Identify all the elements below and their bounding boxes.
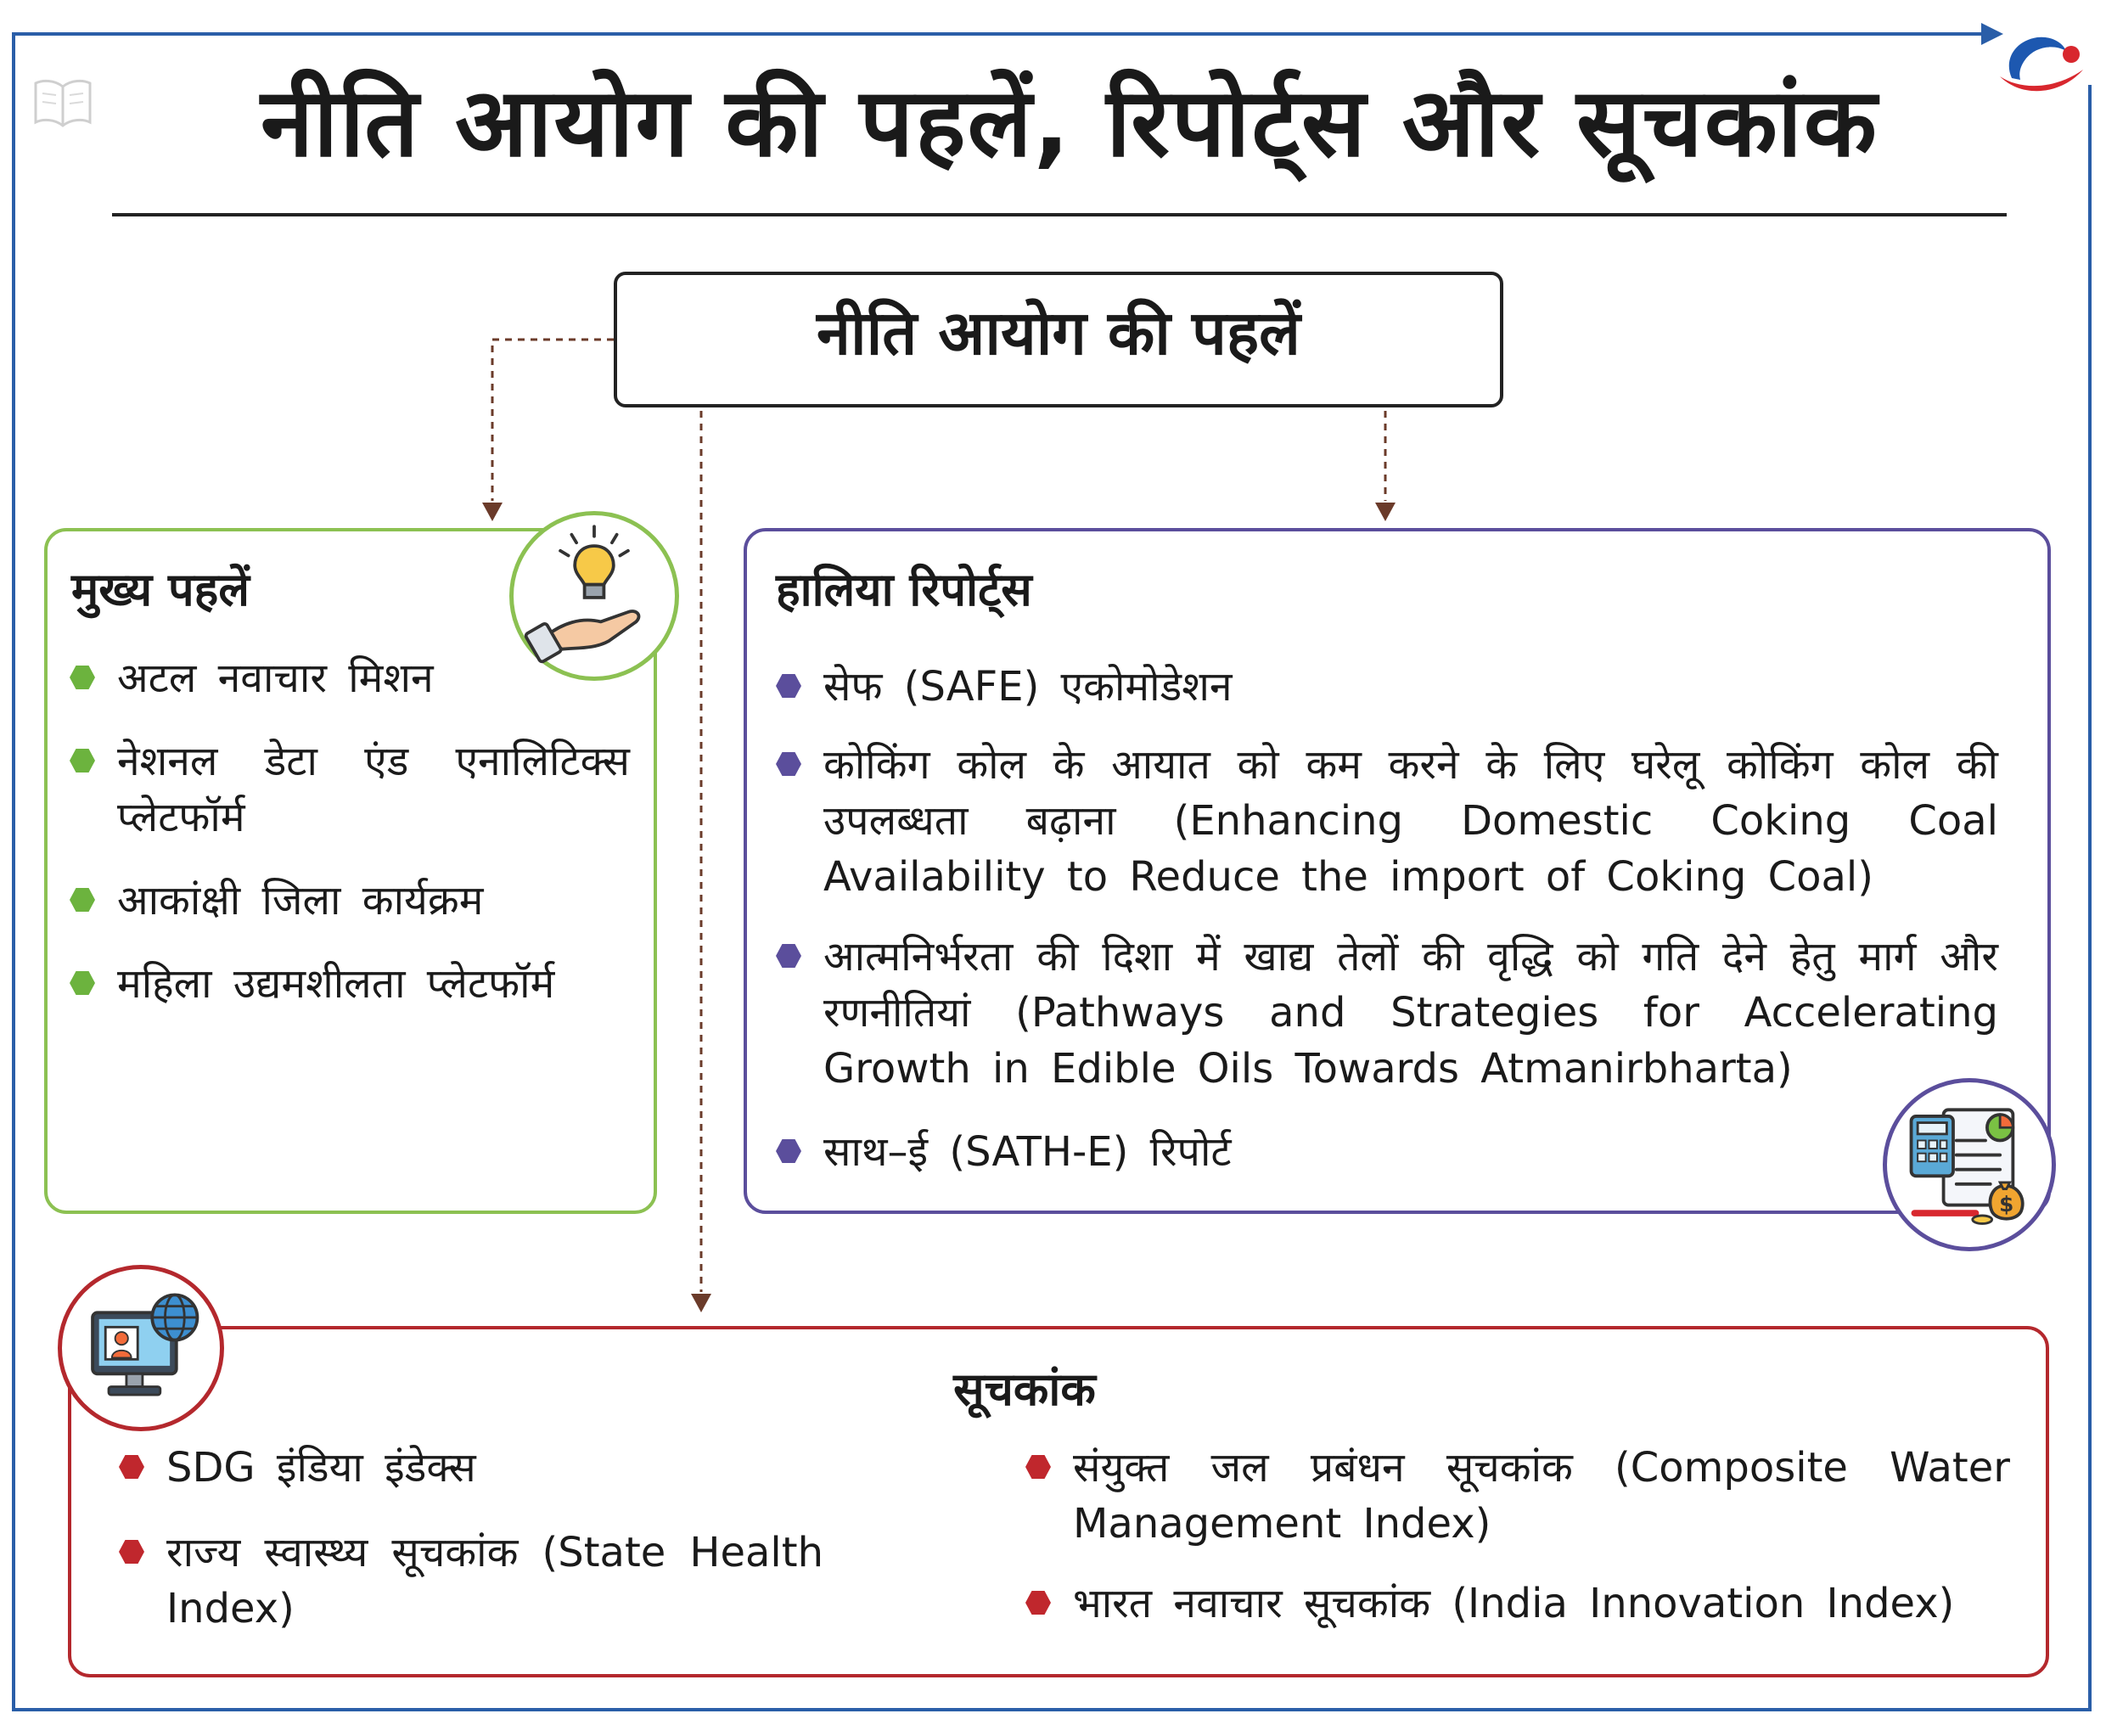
frame-left-line <box>12 32 15 1711</box>
frame-right-line <box>2088 85 2092 1711</box>
list-item <box>70 873 483 929</box>
bullet-icon <box>70 971 95 995</box>
list-item <box>119 1440 476 1496</box>
initiative-text: अटल नवाचार मिशन <box>117 655 434 702</box>
initiative-text: आकांक्षी जिला कार्यक्रम <box>117 877 484 924</box>
arrow-to-initiatives <box>482 503 503 521</box>
bullet-icon <box>119 1455 144 1479</box>
indices-panel <box>68 1326 2049 1677</box>
initiative-text: महिला उद्यमशीलता प्लेटफॉर्म <box>117 960 555 1008</box>
indices-icon-circle <box>58 1265 224 1431</box>
report-text: आत्मनिर्भरता की दिशा में खाद्य तेलों की वृद्धि को गति देने हेतु मार्ग और रणनीतियां (Pathways and Strategies for Accelerating Growth in Edible Oils Towards Atmanirbharta) <box>823 933 1998 1093</box>
bullet-icon <box>70 749 95 772</box>
initiatives-heading: मुख्य पहलें <box>71 563 250 616</box>
title-divider <box>112 213 2007 216</box>
index-text: संयुक्त जल प्रबंधन सूचकांक (Composite Water Management Index) <box>1073 1444 2010 1548</box>
list-item <box>70 733 630 846</box>
reports-heading: हालिया रिपोर्ट्स <box>776 563 1032 616</box>
center-box-label: नीति आयोग की पहलें <box>817 297 1300 368</box>
report-text: साथ–ई (SATH-E) रिपोर्ट <box>823 1128 1232 1176</box>
report-text: कोकिंग कोल के आयात को कम करने के लिए घरेलू कोकिंग कोल की उपलब्धता बढ़ाना (Enhancing Domestic Coking Coal Availability to Reduce the import of Coking Coal) <box>823 741 1998 901</box>
book-icon <box>32 76 93 129</box>
indices-heading: सूचकांक <box>953 1362 1096 1416</box>
bullet-icon <box>776 752 801 776</box>
bullet-icon <box>119 1540 144 1564</box>
bullet-icon <box>1025 1455 1051 1479</box>
bullet-icon <box>70 666 95 689</box>
bullet-icon <box>776 674 801 698</box>
list-item <box>776 929 1998 1097</box>
center-box <box>614 272 1503 407</box>
arrow-to-indices <box>691 1294 711 1312</box>
reports-panel <box>744 528 2051 1217</box>
page-title: नीति आयोग की पहलें, रिपोर्ट्स और सूचकांक <box>261 68 1879 178</box>
index-text: राज्य स्वास्थ्य सूचकांक (State Health Index) <box>166 1529 823 1632</box>
frame-top-line <box>12 32 1990 36</box>
reports-icon-circle <box>1883 1078 2056 1251</box>
svg-text:$: $ <box>1999 1192 2014 1217</box>
bullet-icon <box>776 1139 801 1163</box>
list-item <box>70 956 554 1012</box>
bullet-icon <box>70 888 95 912</box>
bullet-icon <box>776 944 801 968</box>
list-item <box>70 650 434 706</box>
calculator-report-icon <box>1887 1082 2052 1247</box>
list-item <box>776 659 1233 715</box>
list-item <box>1025 1576 1954 1632</box>
computer-globe-icon <box>62 1269 220 1427</box>
initiative-text: नेशनल डेटा एंड एनालिटिक्स प्लेटफॉर्म <box>117 738 630 841</box>
list-item <box>776 1124 1232 1180</box>
report-text: सेफ (SAFE) एकोमोडेशन <box>823 663 1233 711</box>
bullet-icon <box>1025 1591 1051 1615</box>
hand-lightbulb-icon <box>514 515 675 677</box>
index-text: SDG इंडिया इंडेक्स <box>166 1444 476 1492</box>
index-text: भारत नवाचार सूचकांक (India Innovation Index) <box>1073 1580 1955 1627</box>
list-item <box>1025 1440 2010 1552</box>
frame-bottom-line <box>12 1708 2092 1711</box>
list-item <box>776 737 1998 905</box>
list-item <box>119 1525 823 1637</box>
arrow-to-reports <box>1375 503 1396 521</box>
initiatives-icon-circle <box>509 511 679 681</box>
